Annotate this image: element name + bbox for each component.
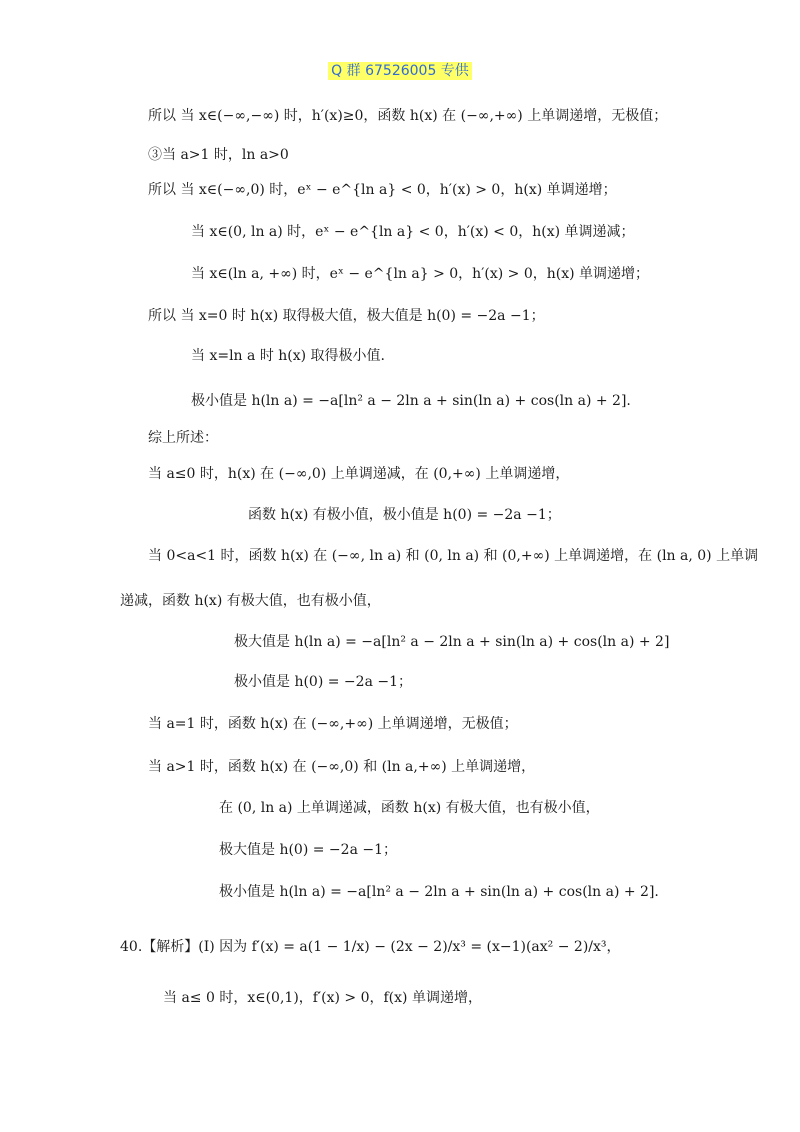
header-text: Q 群 67526005 专供	[328, 62, 472, 80]
text-line: 递减，函数 h(x) 有极大值，也有极小值，	[120, 593, 381, 609]
text-line: 当 a≤ 0 时，x∈(0,1)，f′(x) > 0，f(x) 单调递增，	[163, 990, 482, 1006]
text-line: 极大值是 h(0) = −2a −1；	[219, 842, 398, 858]
text-line: 当 x∈(0, ln a) 时，eˣ − e^{ln a} < 0，h′(x) < 0，h(x) 单调递减；	[191, 224, 635, 240]
text-line: 当 x=ln a 时 h(x) 取得极小值.	[191, 348, 386, 364]
text-line: 当 0<a<1 时，函数 h(x) 在 (−∞, ln a) 和 (0, ln a) 和 (0,+∞) 上单调递增，在 (ln a, 0) 上单调	[148, 548, 759, 564]
text-line: 函数 h(x) 有极小值，极小值是 h(0) = −2a −1；	[248, 507, 561, 523]
text-line: 40.【解析】(I) 因为 f′(x) = a(1 − 1/x) − (2x − 2)/x³ = (x−1)(ax² − 2)/x³，	[120, 939, 621, 955]
text-line: 极小值是 h(ln a) = −a[ln² a − 2ln a + sin(ln a) + cos(ln a) + 2].	[219, 884, 659, 900]
text-line: 当 a≤0 时，h(x) 在 (−∞,0) 上单调递减，在 (0,+∞) 上单调递增，	[148, 466, 570, 482]
text-line: 当 x∈(ln a, +∞) 时，eˣ − e^{ln a} > 0，h′(x) > 0，h(x) 单调递增；	[191, 266, 650, 282]
text-line: 所以 当 x∈(−∞,0) 时，eˣ − e^{ln a} < 0，h′(x) > 0，h(x) 单调递增；	[148, 182, 617, 198]
text-line: 所以 当 x∈(−∞,−∞) 时，h′(x)≥0，函数 h(x) 在 (−∞,+∞) 上单调递增，无极值；	[148, 108, 668, 124]
page-header-banner	[0, 60, 800, 80]
text-line: 当 a>1 时，函数 h(x) 在 (−∞,0) 和 (ln a,+∞) 上单调递增，	[148, 759, 536, 775]
text-line: 所以 当 x=0 时 h(x) 取得极大值，极大值是 h(0) = −2a −1；	[148, 308, 545, 324]
text-line: 当 a=1 时，函数 h(x) 在 (−∞,+∞) 上单调递增，无极值；	[148, 716, 518, 732]
text-line: 极小值是 h(0) = −2a −1；	[234, 674, 413, 690]
text-line: 极大值是 h(ln a) = −a[ln² a − 2ln a + sin(ln a) + cos(ln a) + 2]	[234, 634, 670, 650]
text-line: 极小值是 h(ln a) = −a[ln² a − 2ln a + sin(ln a) + cos(ln a) + 2].	[191, 393, 631, 409]
text-line: ③当 a>1 时，ln a>0	[148, 147, 289, 163]
text-line: 在 (0, ln a) 上单调递减，函数 h(x) 有极大值，也有极小值，	[219, 800, 600, 816]
text-line: 综上所述：	[148, 430, 218, 446]
